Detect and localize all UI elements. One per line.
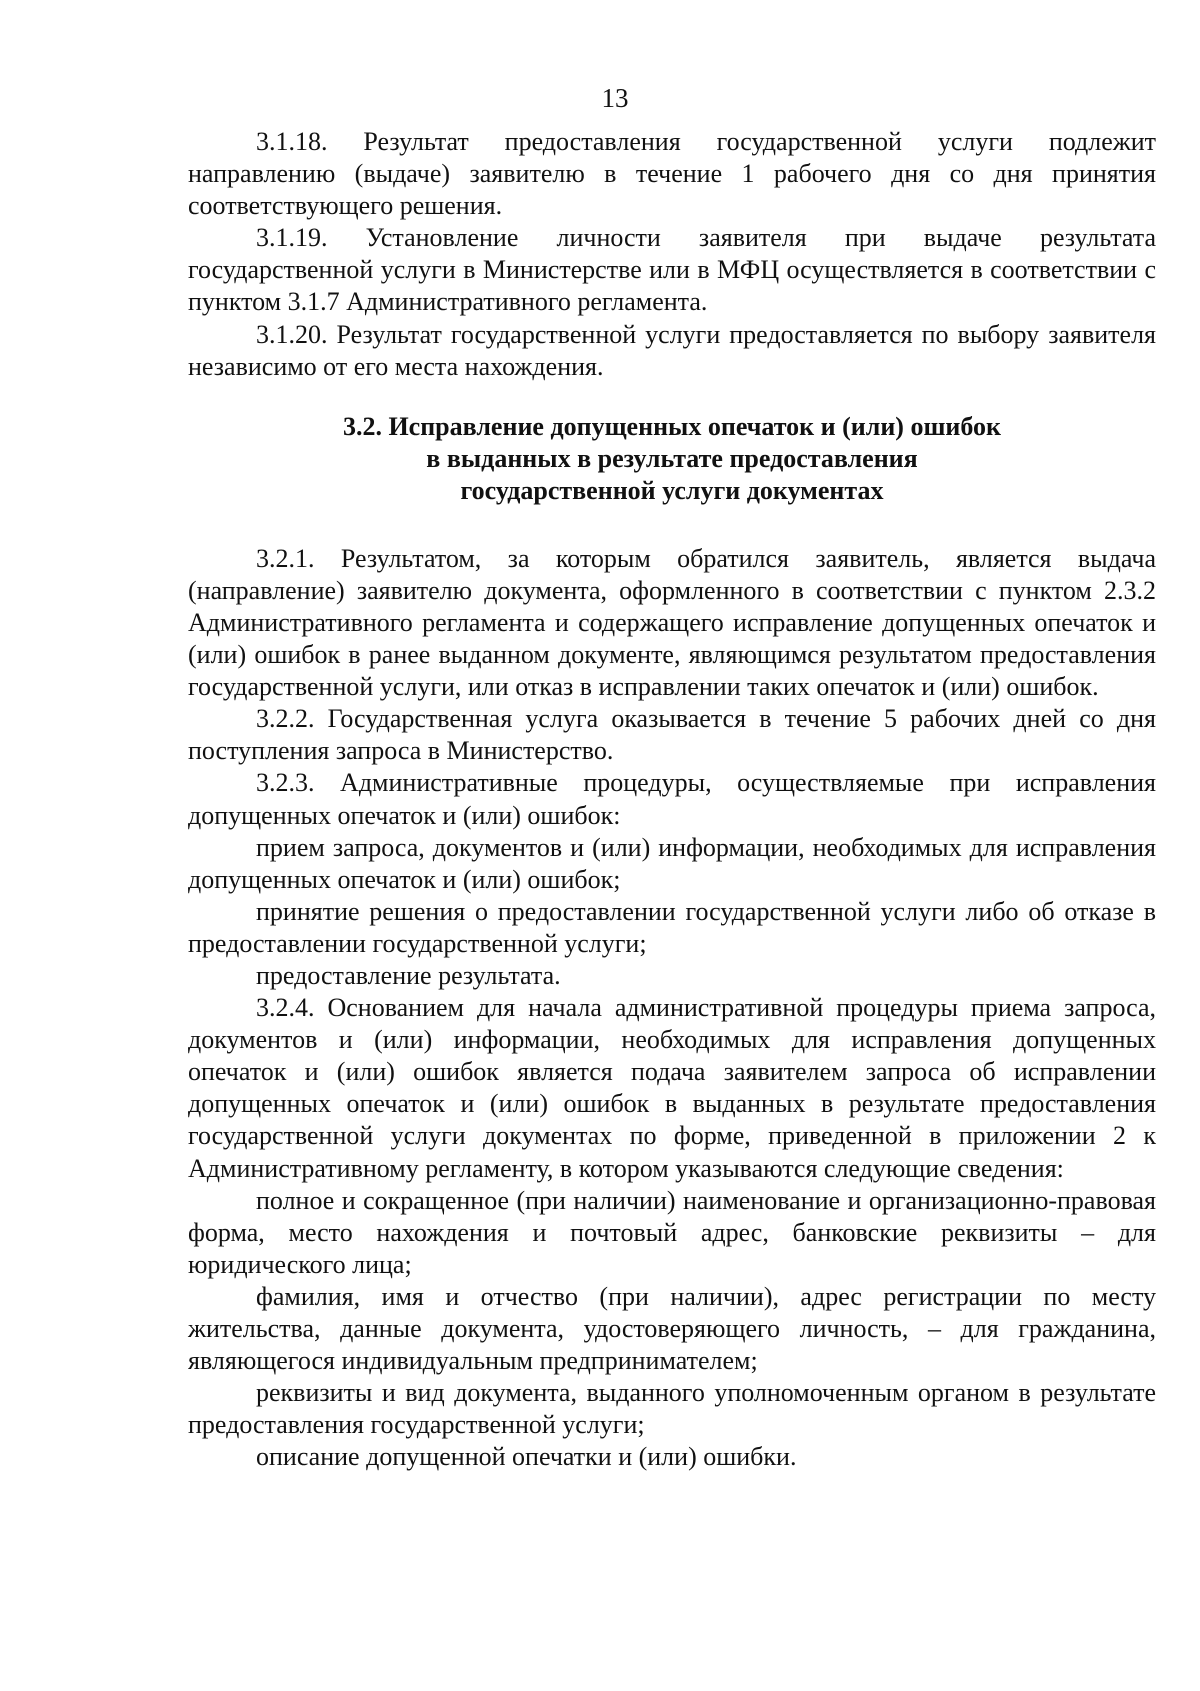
section-heading-line: государственной услуги документах xyxy=(460,475,884,505)
document-body xyxy=(188,126,1156,1473)
section-heading-3-2 xyxy=(188,411,1156,507)
paragraph-3-1-19: 3.1.19. Установление личности заявителя при выдаче результата государственной услуги в Министерстве или в МФЦ осуществляется в соответствии с пунктом 3.1.7 Административного регламента. xyxy=(188,223,1156,317)
list-item-procedure: принятие решения о предоставлении государственной услуги либо об отказе в предоставлении государственной услуги; xyxy=(188,896,1156,958)
list-item-details: описание допущенной опечатки и (или) ошибки. xyxy=(256,1442,797,1472)
list-item-details: фамилия, имя и отчество (при наличии), адрес регистрации по месту жительства, данные документа, удостоверяющего личность, – для гражданина, являющегося индивидуальным предпринимателем; xyxy=(188,1281,1156,1376)
list-item-details: полное и сокращенное (при наличии) наименование и организационно-правовая форма, место нахождения и почтовый адрес, банковские реквизиты – для юридического лица; xyxy=(188,1185,1156,1279)
paragraph-3-2-3: 3.2.3. Административные процедуры, осуществляемые при исправления допущенных опечаток и (или) ошибок: xyxy=(188,768,1156,830)
list-item-procedure: прием запроса, документов и (или) информации, необходимых для исправления допущенных опечаток и (или) ошибок; xyxy=(188,832,1156,894)
paragraph-3-2-1: 3.2.1. Результатом, за которым обратился заявитель, является выдача (направление) заявителю документа, оформленного в соответствии с пунктом 2.3.2 Административного регламента и содержащего исправление допущенных опечаток и (или) ошибок в ранее выданном документе, являющимся результатом предоставления государственной услуги, или отказ в исправлении таких опечаток и (или) ошибок. xyxy=(188,543,1156,702)
paragraph-3-2-4: 3.2.4. Основанием для начала административной процедуры приема запроса, документов и (или) информации, необходимых для исправления допущенных опечаток и (или) ошибок является подача заявителем запроса об исправлении допущенных опечаток и (или) ошибок в выданных в результате предоставления государственной услуги документах по форме, приведенной в приложении 2 к Административному регламенту, в котором указываются следующие сведения: xyxy=(188,993,1156,1183)
section-heading-line: 3.2. Исправление допущенных опечаток и (или) ошибок xyxy=(342,411,1002,441)
paragraph-3-1-18: 3.1.18. Результат предоставления государственной услуги подлежит направлению (выдаче) заявителю в течение 1 рабочего дня со дня принятия соответствующего решения. xyxy=(188,127,1156,221)
page-number: 13 xyxy=(601,83,629,113)
paragraph-3-2-2: 3.2.2. Государственная услуга оказывается в течение 5 рабочих дней со дня поступления запроса в Министерство. xyxy=(188,704,1156,766)
section-heading-line: в выданных в результате предоставления xyxy=(426,443,918,473)
paragraph-3-1-20: 3.1.20. Результат государственной услуги предоставляется по выбору заявителя независимо от его места нахождения. xyxy=(188,319,1156,381)
list-item-details: реквизиты и вид документа, выданного уполномоченным органом в результате предоставления государственной услуги; xyxy=(188,1378,1156,1440)
list-item-procedure: предоставление результата. xyxy=(256,960,561,990)
